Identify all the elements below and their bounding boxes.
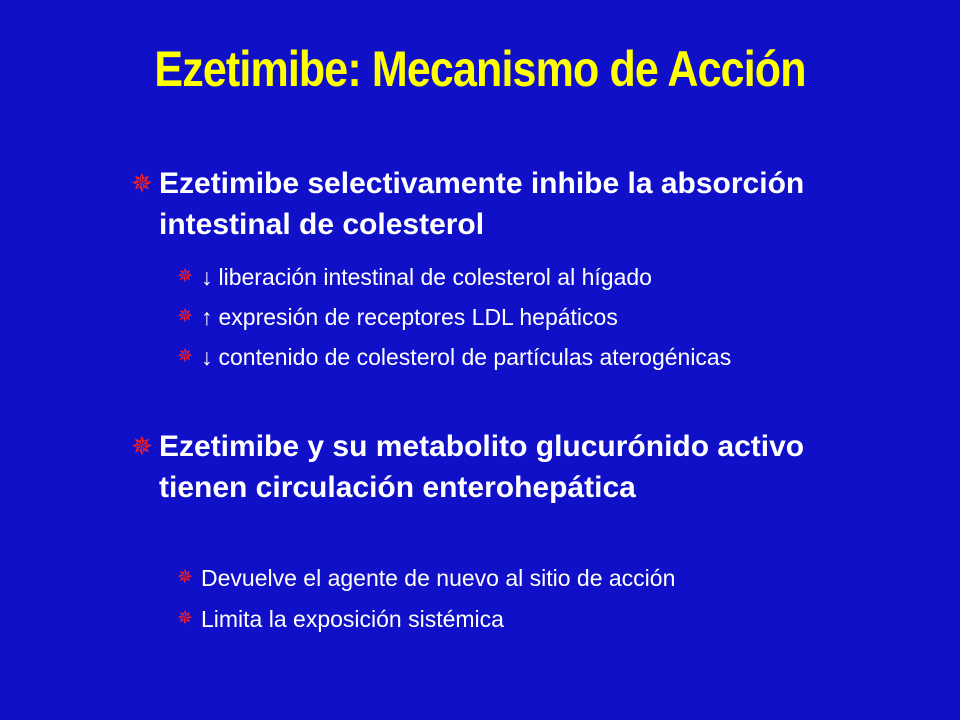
- star-bullet-icon: ✵: [177, 567, 193, 588]
- arrow-down-icon: ↓: [201, 344, 213, 370]
- bullet-item-2-text: Ezetimibe y su metabolito glucurónido activo tienen circulación enterohepática: [159, 430, 805, 504]
- sub-item-2-1-text: Devuelve el agente de nuevo al sitio de acción: [201, 565, 676, 591]
- sub-item-1-3-text: contenido de colesterol de partículas aterogénicas: [218, 344, 732, 370]
- star-bullet-icon: ✵: [131, 168, 153, 198]
- star-bullet-icon: ✵: [177, 266, 193, 287]
- sub-item-2-1: [177, 563, 877, 593]
- bullet-item-1: [131, 163, 871, 245]
- star-bullet-icon: ✵: [131, 431, 153, 461]
- star-bullet-icon: ✵: [177, 346, 193, 367]
- star-bullet-icon: ✵: [177, 306, 193, 327]
- bullet-item-2: [131, 426, 891, 508]
- slide-title: Ezetimibe: Mecanismo de Acción: [154, 41, 806, 97]
- star-bullet-icon: ✵: [177, 608, 193, 629]
- sub-item-1-3: [177, 342, 817, 372]
- sub-item-2-2: [177, 604, 877, 634]
- sub-item-1-2: [177, 302, 877, 332]
- sub-item-1-1-text: liberación intestinal de colesterol al hígado: [218, 264, 652, 290]
- sub-item-2-2-text: Limita la exposición sistémica: [201, 606, 504, 632]
- arrow-up-icon: ↑: [201, 304, 213, 330]
- sub-item-1-2-text: expresión de receptores LDL hepáticos: [218, 304, 618, 330]
- sub-item-1-1: [177, 262, 877, 292]
- arrow-down-icon: ↓: [201, 264, 213, 290]
- bullet-item-1-text: Ezetimibe selectivamente inhibe la absorción intestinal de colesterol: [159, 167, 805, 241]
